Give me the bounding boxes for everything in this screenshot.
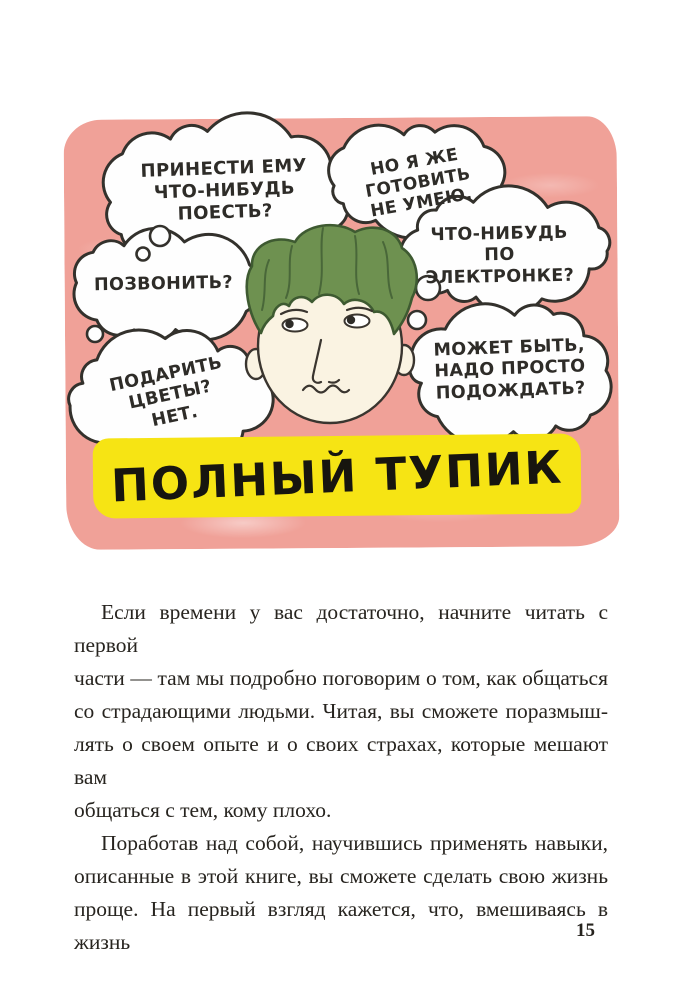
text-line: Если времени у вас достаточно, начните читать с первой [74, 600, 608, 657]
text-line: проще. На первый взгляд кажется, что, вмешиваясь в жизнь [74, 897, 608, 954]
text-line: общаться с тем, кому плохо. [74, 798, 332, 822]
thought-bubble-text-4: ПОЗВОНИТЬ? [93, 272, 234, 296]
text-line: описанные в этой книге, вы сможете сделать свою жизнь [74, 864, 608, 888]
thought-bubble-text-2: НО Я ЖЕ ГОТОВИТЬ НЕ УМЕЮ. [363, 144, 474, 222]
thought-bubble-text-3: ЧТО-НИБУДЬ ПО ЭЛЕКТРОНКЕ? [425, 222, 575, 288]
text-line: лять о своем опыте и о своих страхах, которые мешают вам [74, 732, 608, 789]
thought-bubble-text-1: ПРИНЕСТИ ЕМУ ЧТО-НИБУДЬ ПОЕСТЬ? [140, 155, 308, 225]
paragraph-2 [74, 827, 608, 959]
paragraph-1 [74, 596, 608, 827]
text-line: части — там мы подробно поговорим о том, как общаться [74, 666, 608, 690]
caption-banner [93, 433, 582, 518]
thought-trail-bubble [408, 311, 426, 329]
thought-trail-bubble [137, 248, 150, 261]
body-text [74, 596, 608, 959]
thought-trail-bubble [150, 226, 170, 246]
text-line: со страдающими людьми. Читая, вы сможете поразмыш- [74, 699, 608, 723]
right-pupil [347, 316, 355, 324]
left-pupil [285, 320, 293, 328]
thought-trail-bubble [87, 326, 103, 342]
thought-bubble-text-5: ПОДАРИТЬ ЦВЕТЫ? НЕТ. [107, 352, 225, 431]
illustration [65, 118, 618, 548]
text-line: Поработав над собой, научившись применять навыки, [101, 831, 608, 855]
caption-banner-label: ПОЛНЫЙ ТУПИК [109, 440, 565, 512]
thought-bubble-text-6: МОЖЕТ БЫТЬ, НАДО ПРОСТО ПОДОЖДАТЬ? [433, 335, 587, 404]
page-number: 15 [576, 920, 595, 941]
